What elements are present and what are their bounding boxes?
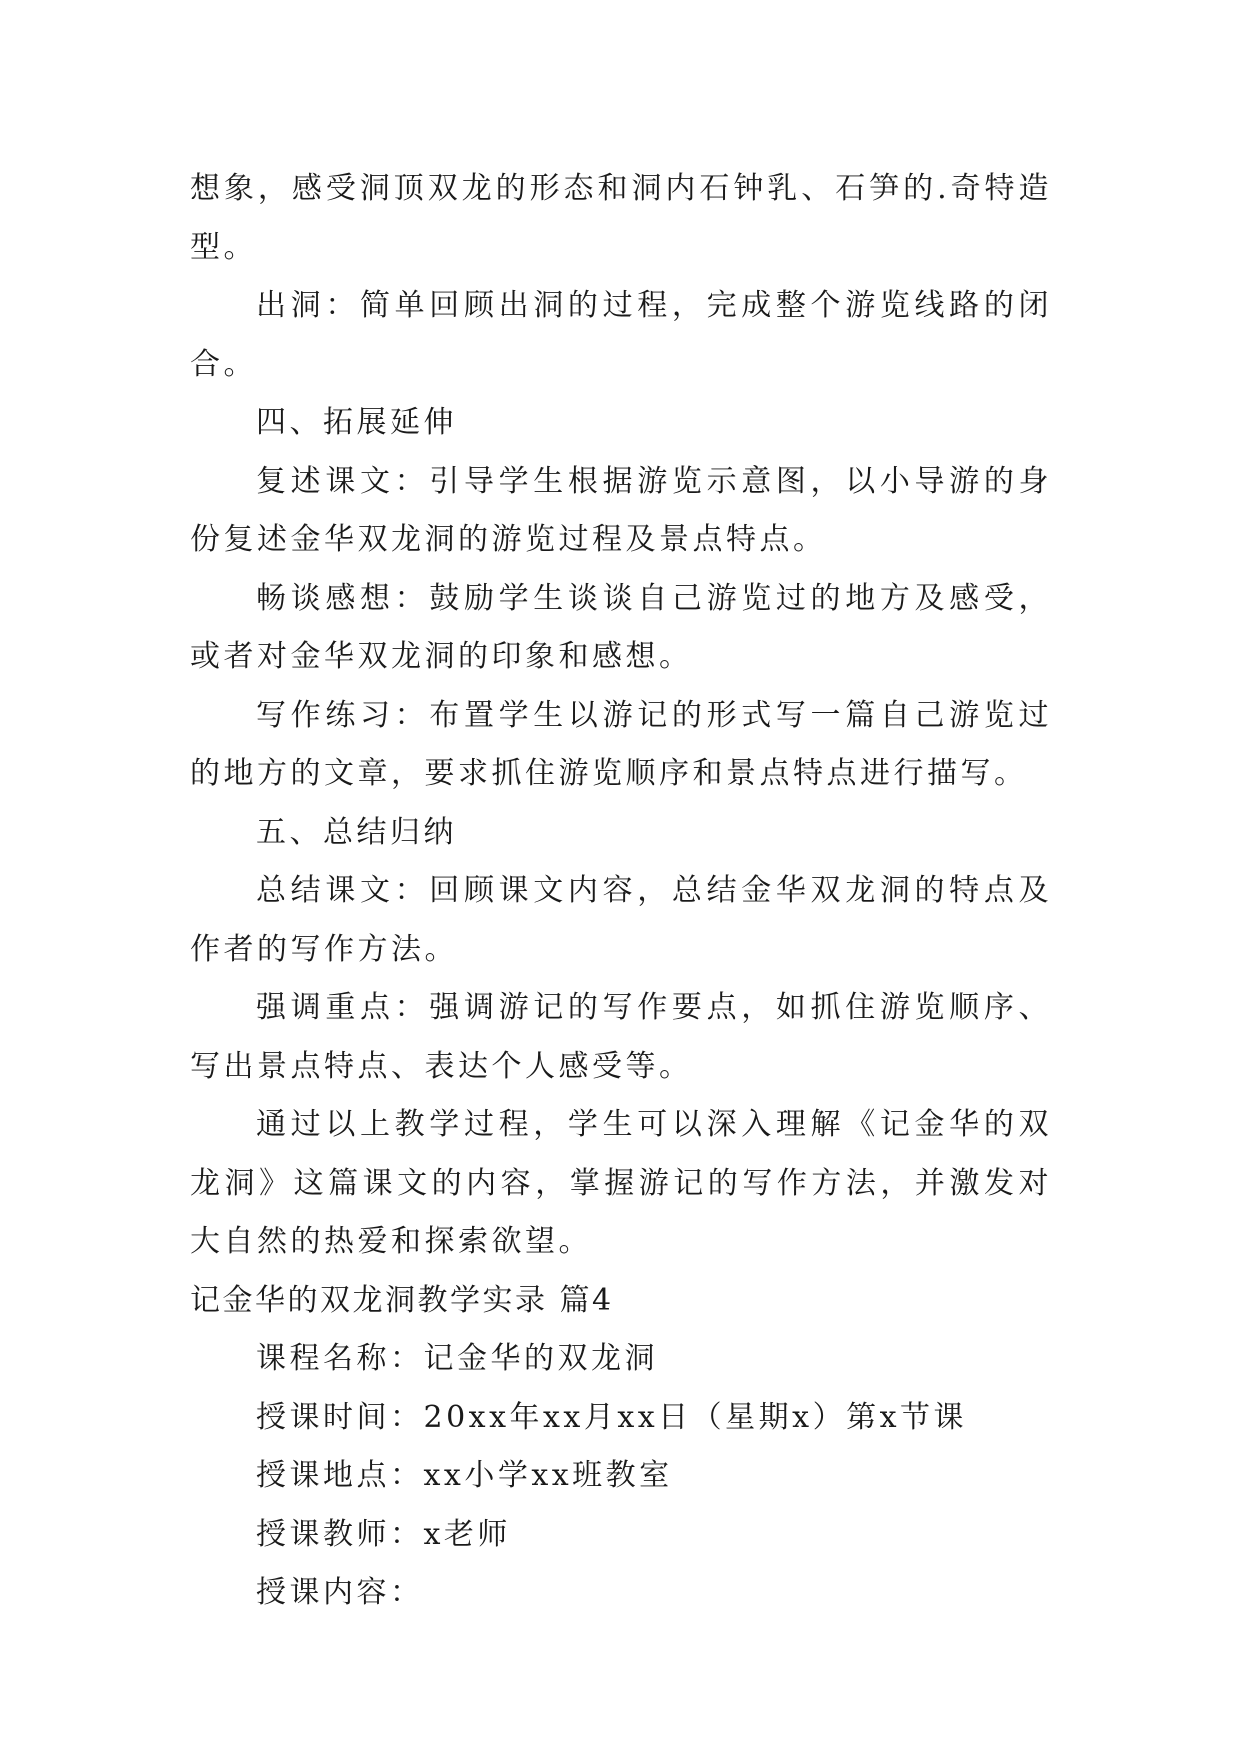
- document-page: [190, 160, 1052, 1623]
- class-time: 授课时间：20xx年xx月xx日（星期x）第x节课: [256, 1399, 968, 1435]
- paragraph-writing-practice: 写作练习：布置学生以游记的形式写一篇自己游览过的地方的文章，要求抓住游览顺序和景点特点进行描写。: [190, 697, 1052, 791]
- paragraph-cave-imagination: 想象，感受洞顶双龙的形态和洞内石钟乳、石笋的.奇特造型。: [190, 171, 1052, 265]
- paragraph-summarize-text: 总结课文：回顾课文内容，总结金华双龙洞的特点及作者的写作方法。: [190, 873, 1052, 967]
- paragraph-conclusion: 通过以上教学过程，学生可以深入理解《记金华的双龙洞》这篇课文的内容，掌握游记的写作方法，并激发对大自然的热爱和探索欲望。: [190, 1107, 1052, 1259]
- course-name: 课程名称：记金华的双龙洞: [256, 1341, 658, 1376]
- paragraph-share-feelings: 畅谈感想：鼓励学生谈谈自己游览过的地方及感受，或者对金华双龙洞的印象和感想。: [190, 580, 1052, 674]
- section-heading-summary: 五、总结归纳: [256, 814, 457, 850]
- paragraph-retell-text: 复述课文：引导学生根据游览示意图，以小导游的身份复述金华双龙洞的游览过程及景点特点。: [190, 463, 1052, 557]
- section-heading-extension: 四、拓展延伸: [256, 405, 457, 440]
- paragraph-exit-cave: 出洞：简单回顾出洞的过程，完成整个游览线路的闭合。: [190, 288, 1052, 382]
- class-teacher: 授课教师：x老师: [256, 1516, 511, 1552]
- class-location: 授课地点：xx小学xx班教室: [256, 1458, 673, 1493]
- paragraph-emphasize-points: 强调重点：强调游记的写作要点，如抓住游览顺序、写出景点特点、表达个人感受等。: [190, 990, 1052, 1084]
- article-title: 记金华的双龙洞教学实录 篇4: [190, 1282, 614, 1318]
- class-content: 授课内容：: [256, 1575, 424, 1610]
